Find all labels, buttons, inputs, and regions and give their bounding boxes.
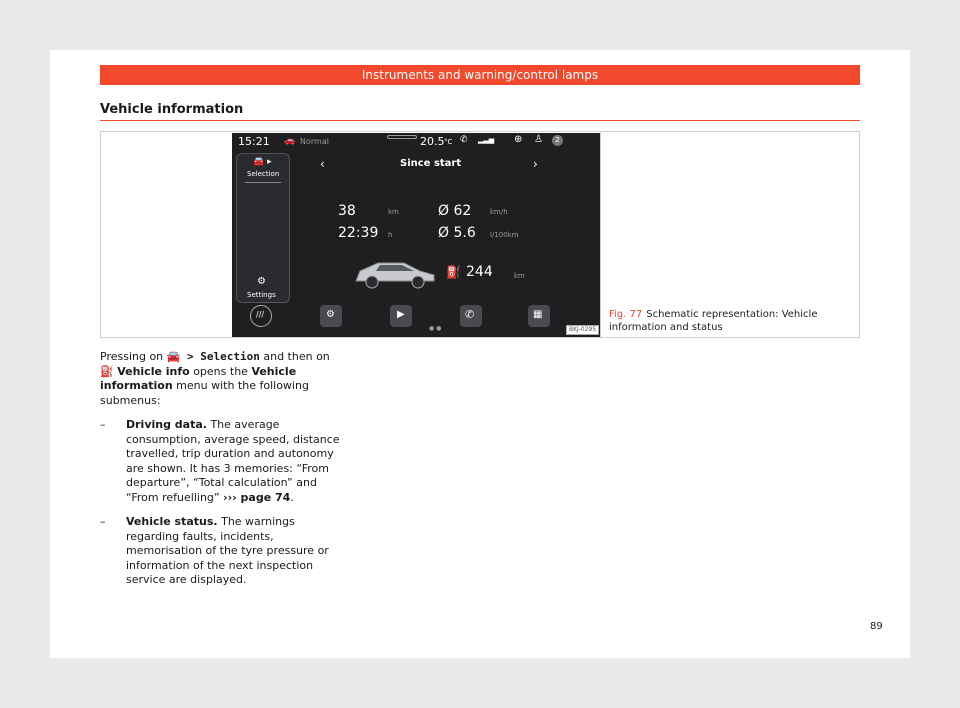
sidebar-divider [245, 182, 281, 183]
vehicle-icon: 🚘 ▸ [253, 157, 272, 167]
gear-icon: ⚙ [257, 276, 266, 287]
manual-page [50, 50, 910, 658]
figure-box [100, 131, 860, 338]
phone-button[interactable] [460, 305, 482, 327]
phone-icon: ✆ [465, 308, 475, 321]
gear-icon: ⚙ [326, 309, 335, 320]
avg-consumption-unit: l/100km [490, 231, 519, 239]
time-unit: h [388, 231, 393, 239]
figure-caption [609, 308, 849, 334]
intro-text-1: Pressing on [100, 350, 164, 363]
car-icon: 🚗 [284, 136, 296, 146]
section-title: Vehicle information [100, 102, 244, 117]
drive-mode: Normal [300, 137, 329, 146]
grid-icon: ▦ [533, 309, 543, 320]
vehicle-info-icon: ⛽ [100, 364, 114, 378]
list-item [100, 515, 340, 588]
figure-code: BKJ-0295 [566, 325, 599, 335]
user-profile-icon: ♙ [534, 134, 543, 145]
body-text [100, 350, 340, 588]
intro-text-4: menu with the following submenus: [100, 379, 309, 407]
profile-badge[interactable]: 2 [552, 135, 563, 146]
list-dash: – [100, 418, 106, 431]
avg-consumption-value: Ø 5.6 [438, 225, 476, 241]
time-value: 22:39 [338, 225, 379, 241]
menu-icon: /// [256, 310, 265, 319]
vehicle-menu-icon: 🚘 [166, 350, 181, 363]
intro-text-2: and then on [259, 350, 330, 363]
menu-button[interactable] [250, 305, 272, 327]
infotainment-screen [232, 133, 600, 337]
apps-button[interactable] [528, 305, 550, 327]
caption-text: Schematic representation: Vehicle information and status [609, 309, 818, 333]
vehicle-information-label: Vehicle information [100, 364, 297, 392]
chapter-header: Instruments and warning/control lamps [100, 65, 860, 85]
list-item-text: The average consumption, average speed, distance travelled, trip duration and autonomy are shown. It has 3 memories: “From departure”, “Total calculation” and “From refuelling” [126, 418, 340, 504]
list-item-title: Vehicle status. [126, 515, 218, 528]
sidebar-settings[interactable]: Settings [247, 291, 276, 299]
play-icon: ▶ [397, 309, 405, 320]
temperature-unit: °C [444, 138, 453, 146]
list-item-text: The warnings regarding faults, incidents, memorisation of the tyre pressure or information of the next inspection service are displayed. [126, 515, 329, 586]
figure-label: Fig. 77 [609, 309, 643, 320]
media-button[interactable] [390, 305, 412, 327]
car-illustration [352, 255, 438, 289]
range-value: 244 [466, 264, 493, 280]
selection-path: > Selection [180, 350, 260, 363]
clock: 15:21 [238, 135, 270, 148]
intro-text-3: opens the [189, 364, 252, 378]
settings-button[interactable] [320, 305, 342, 327]
page-number: 89 [870, 621, 883, 632]
temperature: 20.5 [420, 135, 445, 148]
avg-speed-value: Ø 62 [438, 203, 472, 219]
distance-value: 38 [338, 203, 356, 219]
globe-icon: ⊕ [514, 134, 523, 145]
fuel-pump-icon: ⛽ [446, 265, 461, 279]
phone-icon: ✆ [460, 135, 468, 145]
vehicle-info-label: Vehicle info [117, 364, 190, 378]
chevron-right-icon[interactable]: › [533, 157, 538, 171]
sidebar [236, 153, 290, 303]
avg-speed-unit: km/h [490, 208, 508, 216]
sidebar-selection[interactable]: Selection [247, 170, 280, 178]
page-dots: ● ● [429, 325, 442, 332]
list-item-title: Driving data. [126, 418, 207, 431]
page-reference-link[interactable]: ››› page 74 [223, 490, 291, 504]
intro-paragraph [100, 350, 340, 408]
list-item [100, 418, 340, 505]
range-unit: km [514, 272, 525, 280]
signal-icon: ▂▃▅ [478, 136, 495, 144]
list-dash: – [100, 515, 106, 528]
figure-divider [600, 132, 601, 337]
distance-unit: km [388, 208, 399, 216]
list-item-end: . [290, 490, 294, 504]
notification-pull-handle[interactable] [387, 135, 417, 139]
title-rule [100, 120, 860, 121]
chevron-left-icon[interactable]: ‹ [320, 157, 325, 171]
nav-title: Since start [400, 158, 462, 169]
